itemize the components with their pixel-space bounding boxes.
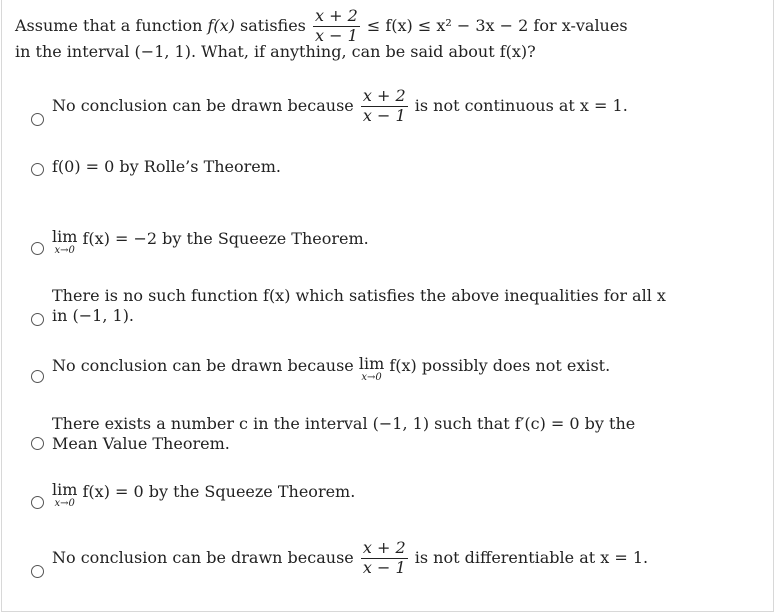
question-satisfies: satisfies [240,15,306,35]
option-6-radio[interactable] [31,437,44,450]
limit-text: lim [52,480,78,499]
option-8-post: is not differentiable at x = 1. [414,547,649,567]
option-1-label[interactable] [52,88,628,125]
option-1-fraction [361,88,408,125]
limit-text: lim [358,354,385,373]
option-4-label-line-2[interactable]: in (−1, 1). [52,306,135,325]
option-6-label-line-1[interactable]: There exists a number c in the interval (−1, 1) such that f′(c) = 0 by the [52,414,636,433]
option-1-text: No conclusion can be drawn because [52,95,354,115]
limit-subscript: x→0 [361,372,382,383]
option-7-label[interactable] [52,482,355,509]
option-7-radio[interactable] [31,496,44,509]
option-1-denominator: x − 1 [362,105,406,125]
option-3-label[interactable] [52,229,369,256]
option-8-text: No conclusion can be drawn because [52,547,354,567]
option-8-fraction [361,540,408,577]
option-5-label[interactable] [52,356,610,383]
option-2-label[interactable]: f(0) = 0 by Rolle’s Theorem. [52,157,282,176]
option-2-radio[interactable] [31,163,44,176]
option-7-limit [52,482,77,509]
option-8-label[interactable] [52,540,648,577]
option-5-post: f(x) possibly does not exist. [389,356,611,375]
option-4-radio[interactable] [31,313,44,326]
limit-text: lim [52,227,78,246]
option-8-denominator: x − 1 [362,557,406,577]
option-1-post: is not continuous at x = 1. [414,95,628,115]
question-line-2: in the interval (−1, 1). What, if anything, can be said about f(x)? [15,42,536,61]
option-3-radio[interactable] [31,242,44,255]
option-5-text: No conclusion can be drawn because [52,356,354,375]
option-4-label-line-1[interactable]: There is no such function f(x) which satisfies the above inequalities for all x [52,286,666,305]
option-5-radio[interactable] [31,370,44,383]
question-inequality: ≤ f(x) ≤ x² − 3x − 2 for x-values [366,15,628,35]
fraction-denominator: x − 1 [314,25,358,45]
question-fx: f(x) [207,15,235,35]
option-8-numerator: x + 2 [362,538,406,557]
option-1-numerator: x + 2 [362,86,406,105]
option-3-limit [52,229,77,256]
limit-subscript: x→0 [54,245,75,256]
fraction-numerator: x + 2 [314,6,358,25]
option-3-text: f(x) = −2 by the Squeeze Theorem. [82,229,369,248]
option-1-radio[interactable] [31,113,44,126]
option-6-label-line-2[interactable]: Mean Value Theorem. [52,434,230,453]
question-fraction [313,8,360,45]
option-7-text: f(x) = 0 by the Squeeze Theorem. [82,482,356,501]
option-8-radio[interactable] [31,565,44,578]
question-line-1 [15,8,628,45]
question-intro: Assume that a function [15,15,203,35]
option-5-limit [359,356,384,383]
limit-subscript: x→0 [54,498,75,509]
